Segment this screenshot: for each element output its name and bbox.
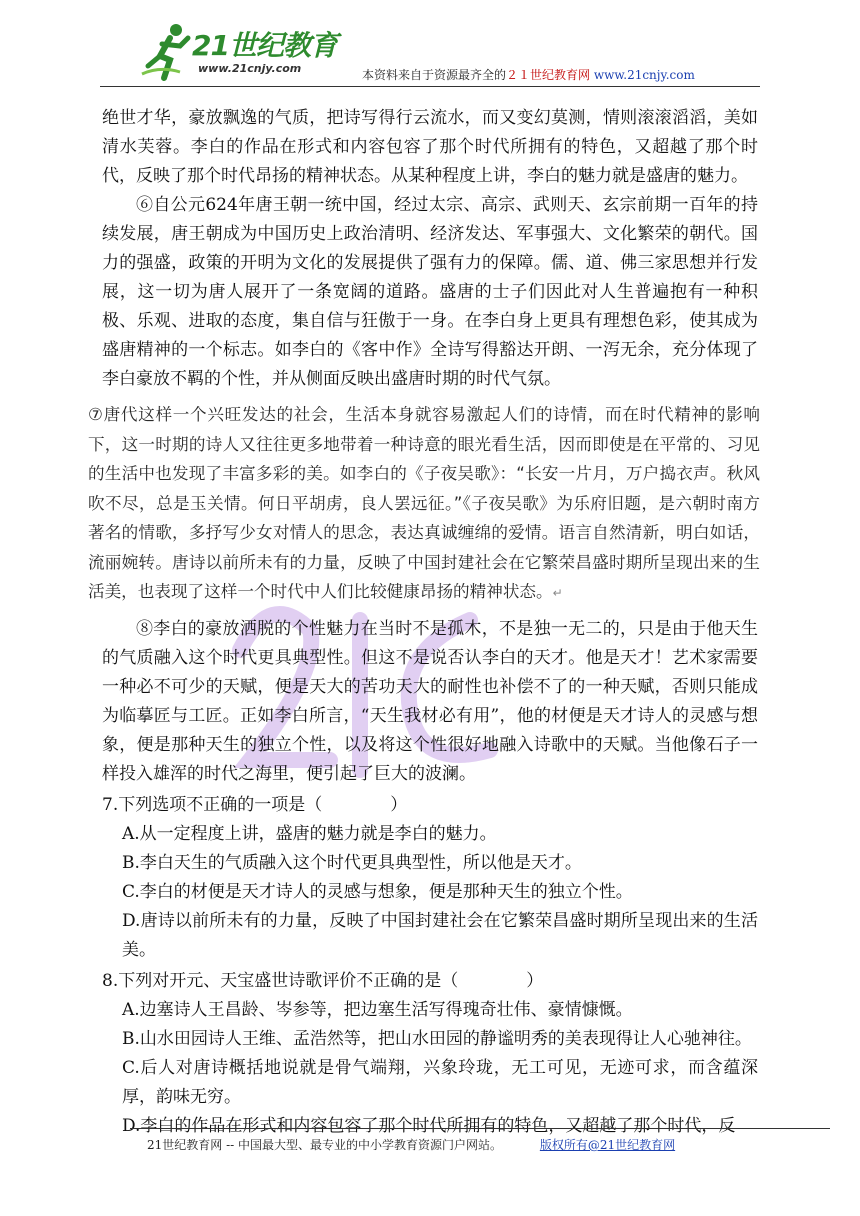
header-site-link[interactable]: ２１世纪教育网 — [506, 68, 591, 82]
footer-divider — [130, 1128, 830, 1129]
question-7-option-c: C.李白的材便是天才诗人的灵感与想象，便是那种天生的独立个性。 — [122, 881, 633, 902]
paragraph-7-handwritten — [88, 400, 760, 609]
header-divider — [100, 86, 760, 87]
question-7-option-d: D.唐诗以前所未有的力量，反映了中国封建社会在它繁荣昌盛时期所呈现出来的生活美。 — [122, 910, 758, 960]
header-note — [362, 66, 695, 83]
paragraph-8: ⑧李白的豪放洒脱的个性魅力在当时不是孤木，不是独一无二的，只是由于他天生的气质融入这个时代更具典型性。但这不是说否认李白的天才。他是天才！艺术家需要一种必不可少的天赋，便是天大的苦功天大的耐性也补偿不了的一种天赋，否则只能成为临摹匠与工匠。正如李白所言，“天生我材必有用”，他的材便是天才诗人的灵感与想象，便是那种天生的独立个性，以及将这个性很好地融入诗歌中的天赋。当他像石子一样投入雄浑的时代之海里，便引起了巨大的波澜。 — [102, 618, 758, 784]
paragraph-5-tail: 绝世才华，豪放飘逸的气质，把诗写得行云流水，而又变幻莫测，情则滚滚滔滔，美如清水芙蓉。李白的作品在形式和内容包容了那个时代所拥有的特色，又超越了那个时代，反映了那个时代昂扬的精神状态。从某种程度上讲，李白的魅力就是盛唐的魅力。 — [102, 108, 758, 186]
question-7 — [102, 791, 758, 965]
question-7-option-a: A.从一定程度上讲，盛唐的魅力就是李白的魅力。 — [122, 823, 497, 844]
question-8-stem: 8.下列对开元、天宝盛世诗歌评价不正确的是（ ） — [102, 970, 544, 991]
footer-copyright-link[interactable]: 版权所有@21世纪教育网 — [539, 1138, 676, 1152]
runner-logo-icon — [140, 22, 196, 84]
page-body — [88, 104, 760, 1141]
header-note-prefix: 本资料来自于资源最齐全的 — [362, 68, 507, 82]
paragraph-6: ⑥自公元624年唐王朝一统中国，经过太宗、高宗、武则天、玄宗前期一百年的持续发展，唐王朝成为中国历史上政治清明、经济发达、军事强大、文化繁荣的朝代。国力的强盛，政策的开明为文化的发展提供了强有力的保障。儒、道、佛三家思想并行发展，这一切为唐人展开了一条宽阔的道路。盛唐的士子们因此对人生普遍抱有一种积极、乐观、进取的态度，集自信与狂傲于一身。在李白身上更具有理想色彩，使其成为盛唐精神的一个标志。如李白的《客中作》全诗写得豁达开朗、一泻无余，充分体现了李白豪放不羁的个性，并从侧面反映出盛唐时期的时代气氛。 — [102, 195, 758, 389]
question-8-option-a: A.边塞诗人王昌龄、岑参等，把边塞生活写得瑰奇壮伟、豪情慷慨。 — [122, 999, 633, 1020]
page-footer — [147, 1136, 675, 1153]
question-7-option-b: B.李白天生的气质融入这个时代更具典型性，所以他是天才。 — [122, 852, 582, 873]
question-8-option-d: D.李白的作品在形式和内容包容了那个时代所拥有的特色，又超越了那个时代，反 — [122, 1115, 736, 1136]
question-8-option-c: C.后人对唐诗概括地说就是骨气端翔，兴象玲珑，无工可见，无迹可求，而含蕴深厚，韵味无穷。 — [122, 1057, 758, 1107]
logo-text: 21世纪教育 — [192, 29, 337, 62]
question-7-stem: 7.下列选项不正确的一项是（ ） — [102, 794, 408, 815]
paragraph-return-mark: ↵ — [552, 586, 563, 600]
header-url-link[interactable]: www.21cnjy.com — [593, 68, 695, 82]
site-logo[interactable] — [140, 22, 340, 88]
page-header — [0, 0, 860, 96]
paragraph-7-text: ⑦唐代这样一个兴旺发达的社会，生活本身就容易激起人们的诗情，而在时代精神的影响下，这一时期的诗人又往往更多地带着一种诗意的眼光看生活，因而即使是在平常的、习见的生活中也发现了丰富多彩的美。如李白的《子夜吴歌》：“长安一片月，万户捣衣声。秋风吹不尽，总是玉关情。何日平胡虏，良人罢远征。”《子夜吴歌》为乐府旧题，是六朝时南方著名的情歌，多抒写少女对情人的思念，表达真诚缠绵的爱情。语言自然清新，明白如话，流丽婉转。唐诗以前所未有的力量，反映了中国封建社会在它繁荣昌盛时期所呈现出来的生活美，也表现了这样一个时代中人们比较健康昂扬的精神状态。 — [88, 405, 760, 601]
question-8-option-b: B.山水田园诗人王维、孟浩然等，把山水田园的静谧明秀的美表现得让人心驰神往。 — [122, 1028, 752, 1049]
footer-text: 21世纪教育网 -- 中国最大型、最专业的中小学教育资源门户网站。 — [147, 1138, 503, 1152]
logo-url: www.21cnjy.com — [198, 62, 302, 75]
question-8 — [102, 967, 758, 1141]
